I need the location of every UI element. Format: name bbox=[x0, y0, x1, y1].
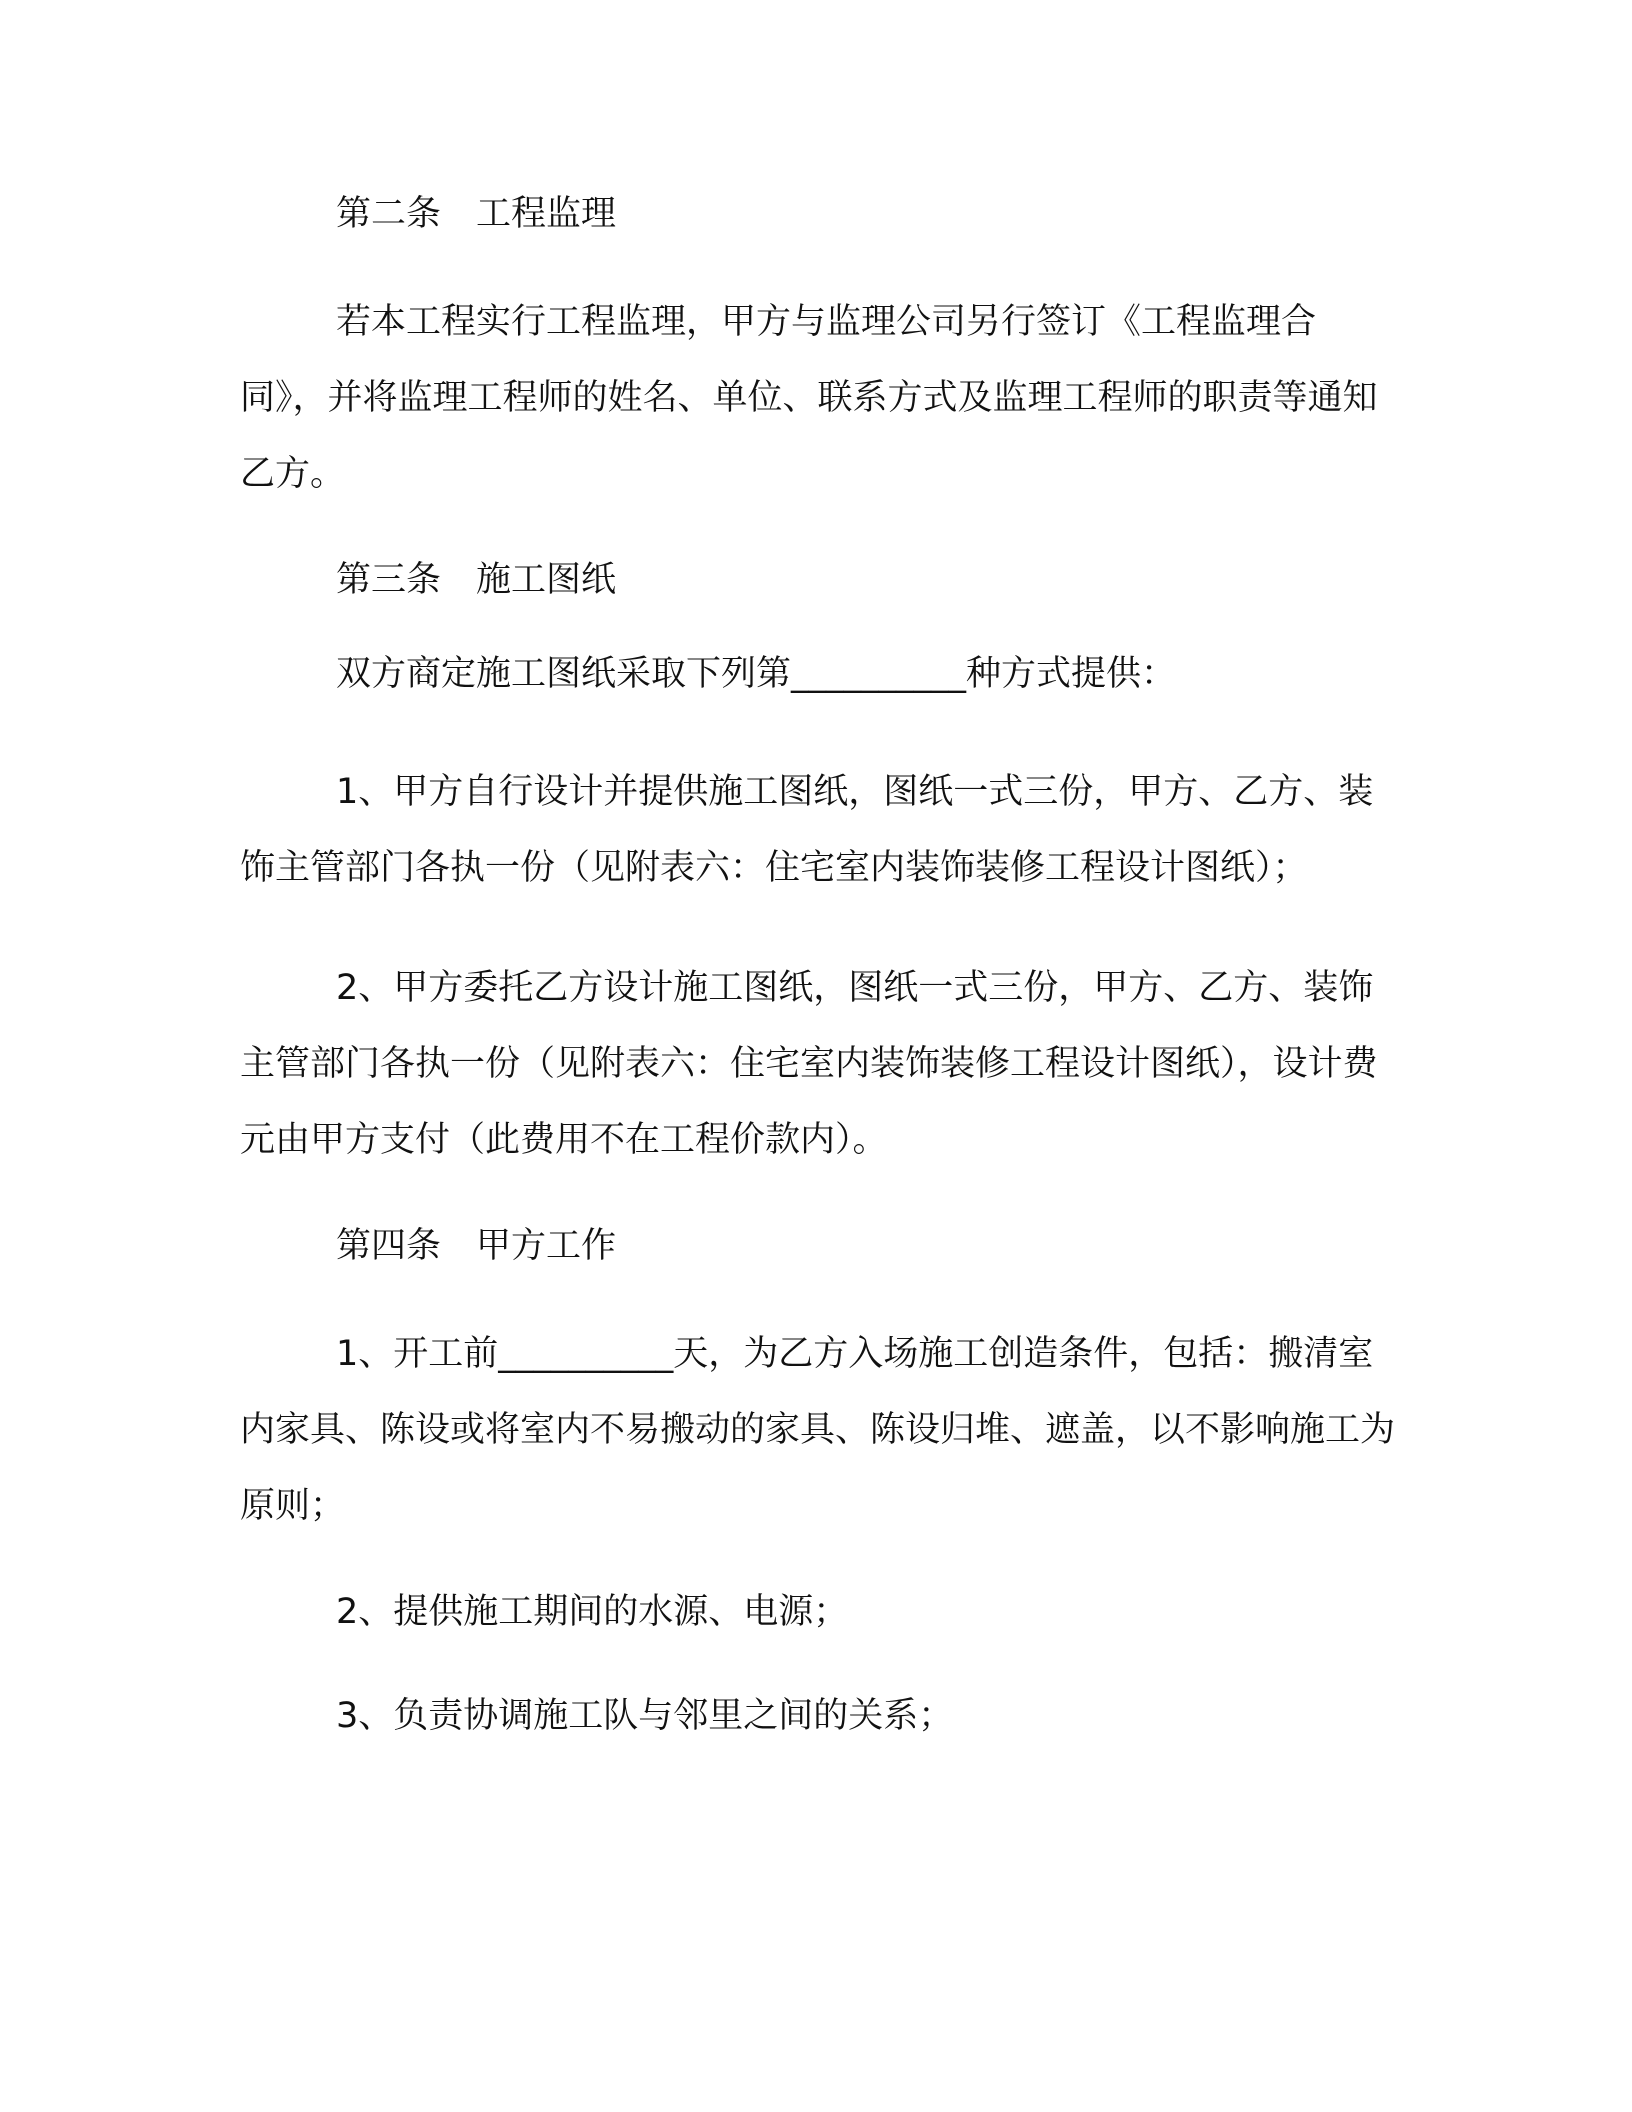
document-body bbox=[240, 190, 1395, 1796]
article-3-heading: 第三条 施工图纸 bbox=[336, 560, 617, 600]
article-2-body: 若本工程实行工程监理，甲方与监理公司另行签订《工程监理合同》，并将监理工程师的姓名、单位、联系方式及监理工程师的职责等通知乙方。 bbox=[240, 302, 1378, 494]
article-3-item-1: 1、甲方自行设计并提供施工图纸，图纸一式三份，甲方、乙方、装饰主管部门各执一份（见附表六：住宅室内装饰装修工程设计图纸）； bbox=[240, 772, 1374, 888]
article-2-heading: 第二条 工程监理 bbox=[336, 194, 617, 234]
article-3-intro: 双方商定施工图纸采取下列第__________种方式提供： bbox=[336, 654, 1177, 694]
article-3-item-2: 2、甲方委托乙方设计施工图纸，图纸一式三份，甲方、乙方、装饰主管部门各执一份（见附表六：住宅室内装饰装修工程设计图纸），设计费元由甲方支付（此费用不在工程价款内）。 bbox=[240, 968, 1378, 1160]
article-4-item-2: 2、提供施工期间的水源、电源； bbox=[336, 1592, 849, 1632]
article-4-item-3: 3、负责协调施工队与邻里之间的关系； bbox=[336, 1696, 954, 1736]
article-4-heading: 第四条 甲方工作 bbox=[336, 1226, 617, 1266]
article-4-item-1: 1、开工前__________天，为乙方入场施工创造条件，包括：搬清室内家具、陈设或将室内不易搬动的家具、陈设归堆、遮盖，以不影响施工为原则； bbox=[240, 1334, 1396, 1526]
